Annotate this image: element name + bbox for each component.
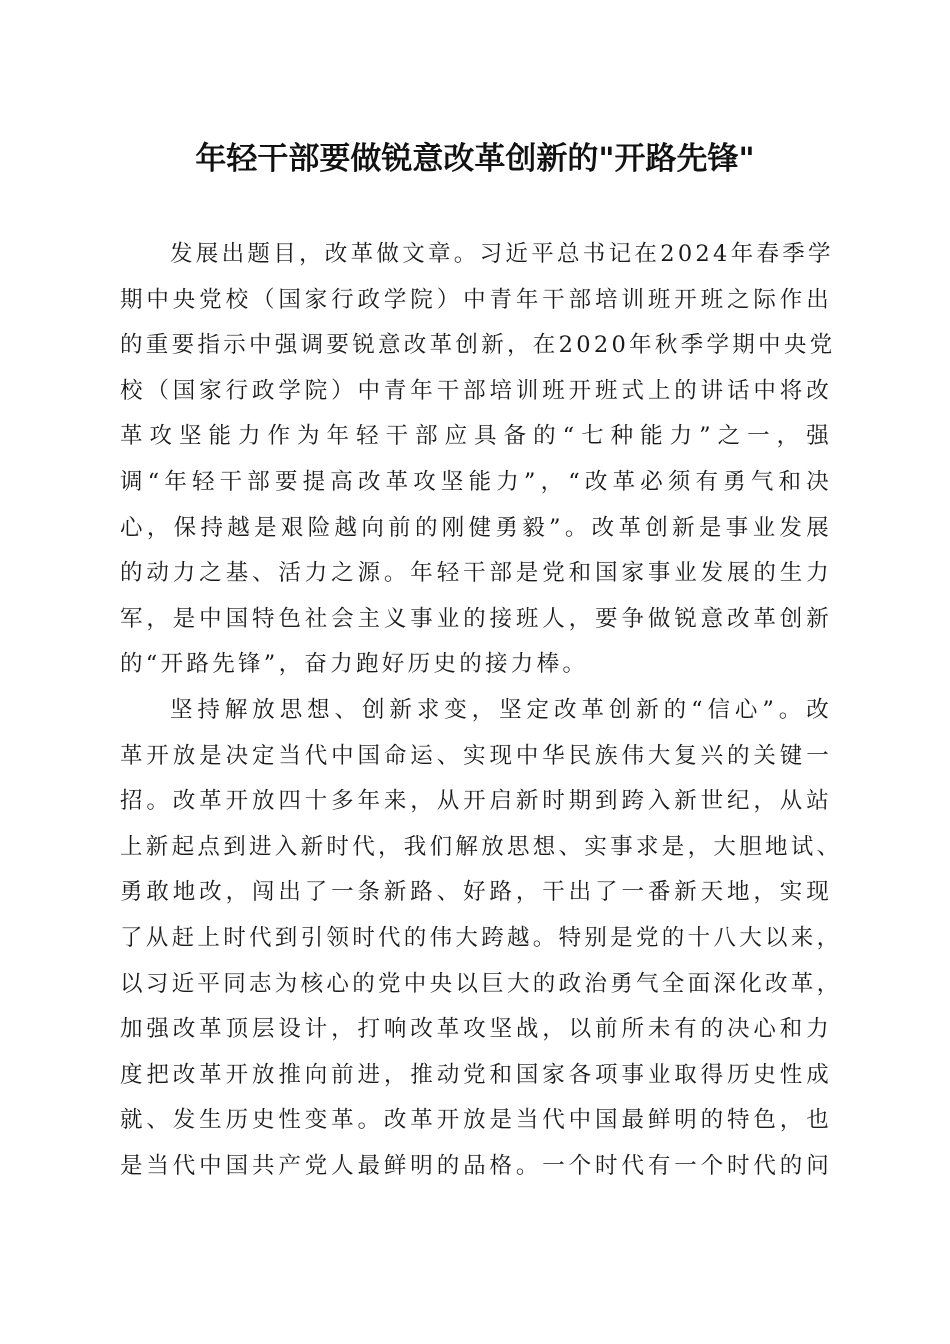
text-line: 以习近平同志为核心的党中央以巨大的政治勇气全面深化改革， <box>120 970 843 997</box>
paragraph-1 <box>120 232 836 688</box>
text-line: 招。改革开放四十多年来，从开启新时期到跨入新世纪，从站 <box>120 788 832 815</box>
text-line: 上新起点到进入新时代，我们解放思想、实事求是，大胆地试、 <box>120 833 843 860</box>
text-line: 坚持解放思想、创新求变，坚定改革创新的“信心”。改 <box>170 696 832 723</box>
text-line: 的重要指示中强调要锐意改革创新，在2020年秋季学期中央党 <box>120 332 836 359</box>
text-line: 就、发生历史性变革。改革开放是当代中国最鲜明的特色，也 <box>120 1107 832 1134</box>
text-line: 发展出题目，改革做文章。习近平总书记在2024年春季学 <box>170 241 834 267</box>
text-line: 调“年轻干部要提高改革攻坚能力”，“改革必须有勇气和决 <box>120 468 832 495</box>
document-title: 年轻干部要做锐意改革创新的"开路先锋" <box>195 141 755 177</box>
text-line: 是当代中国共产党人最鲜明的品格。一个时代有一个时代的问 <box>120 1152 832 1179</box>
text-line: 期中央党校（国家行政学院）中青年干部培训班开班之际作出 <box>120 286 832 313</box>
text-line: 校（国家行政学院）中青年干部培训班开班式上的讲话中将改 <box>120 377 832 404</box>
text-line: 加强改革顶层设计，打响改革攻坚战，以前所未有的决心和力 <box>120 1016 832 1043</box>
text-line: 的动力之基、活力之源。年轻干部是党和国家事业发展的生力 <box>120 560 832 587</box>
text-line: 革攻坚能力作为年轻干部应具备的“七种能力”之一，强 <box>120 423 832 450</box>
text-line: 革开放是决定当代中国命运、实现中华民族伟大复兴的关键一 <box>120 742 832 769</box>
document-body <box>120 232 843 1189</box>
text-line: 了从赶上时代到引领时代的伟大跨越。特别是党的十八大以来， <box>120 924 843 951</box>
text-line: 度把改革开放推向前进，推动党和国家各项事业取得历史性成 <box>120 1061 832 1088</box>
paragraph-2 <box>120 688 843 1190</box>
text-line: 军，是中国特色社会主义事业的接班人，要争做锐意改革创新 <box>120 605 832 632</box>
text-line: 的“开路先锋”，奋力跑好历史的接力棒。 <box>120 651 589 678</box>
text-line: 心，保持越是艰险越向前的刚健勇毅”。改革创新是事业发展 <box>120 514 832 541</box>
text-line: 勇敢地改，闯出了一条新路、好路，干出了一番新天地，实现 <box>120 879 832 906</box>
